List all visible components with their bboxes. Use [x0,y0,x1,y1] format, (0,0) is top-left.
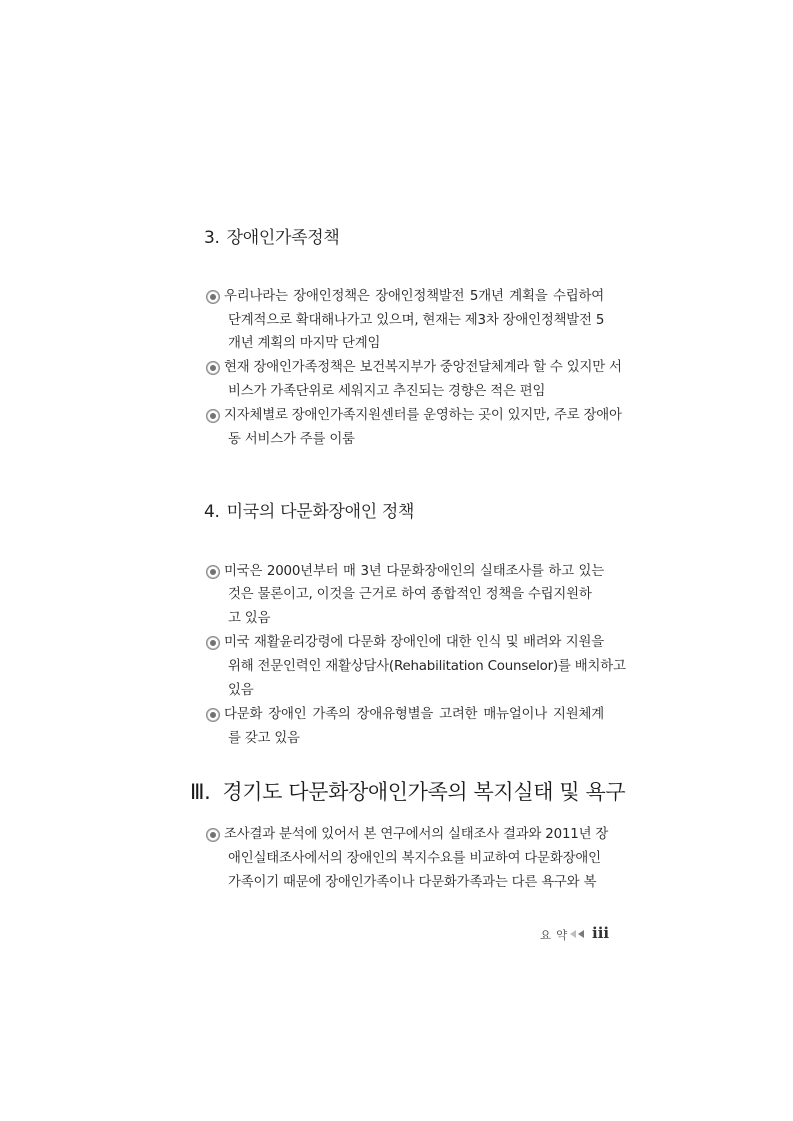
bullet-icon [206,636,220,650]
list-item-line: 조사결과 분석에 있어서 본 연구에서의 실태조사 결과와 2011년 장 [224,827,609,842]
bullet-icon [206,828,220,842]
list-item-line: 개년 계획의 마지막 단계임 [228,336,381,351]
list-item-line: 를 갖고 있음 [228,731,300,746]
list-item-line: 우리나라는 장애인정책은 장애인정책발전 5개년 계획을 수립하여 [224,289,604,304]
list-item-line: 고 있음 [228,611,271,626]
section-3-title: 장애인가족정책 [226,228,340,248]
section-3-number: 3. [204,228,220,248]
page-footer [540,924,610,945]
list-item-line: 있음 [228,683,254,698]
footer-label: 요약 [540,928,573,942]
list-item-line: 단계적으로 확대해나가고 있으며, 현재는 제3차 장애인정책발전 5 [228,313,605,328]
chapter-iii-heading [190,776,625,806]
page-number: iii [592,924,610,942]
section-4-heading [204,497,414,522]
list-item-line: 가족이기 때문에 장애인가족이나 다문화가족과는 다른 욕구와 복 [228,875,597,890]
chapter-iii-number: Ⅲ. [190,780,211,804]
bullet-icon [206,361,220,375]
chapter-iii-title: 경기도 다문화장애인가족의 복지실태 및 욕구 [222,780,626,804]
list-item-line: 미국 재활윤리강령에 다문화 장애인에 대한 인식 및 배려와 지원을 [224,635,604,650]
list-item-line: 동 서비스가 주를 이룸 [228,432,355,447]
section-3-heading [204,223,339,248]
list-item-line: 위해 전문인력인 재활상담사(Rehabilitation Counselor)를 배치하고 [228,659,626,674]
list-item-line: 미국은 2000년부터 매 3년 다문화장애인의 실태조사를 하고 있는 [224,564,604,579]
section-4-title: 미국의 다문화장애인 정책 [226,502,415,522]
list-item-line: 다문화 장애인 가족의 장애유형별을 고려한 매뉴얼이나 지원체계 [224,707,604,722]
list-item-line: 것은 물론이고, 이것을 근거로 하여 종합적인 정책을 수립지원하 [228,587,592,602]
list-item-line: 애인실태조사에서의 장애인의 복지수요를 비교하여 다문화장애인 [228,851,601,866]
list-item-line: 비스가 가족단위로 세워지고 추진되는 경향은 적은 편임 [228,384,546,399]
list-item-line: 현재 장애인가족정책은 보건복지부가 중앙전달체계라 할 수 있지만 서 [224,360,622,375]
bullet-icon [206,708,220,722]
bullet-icon [206,565,220,579]
bullet-icon [206,409,220,423]
section-4-number: 4. [204,502,220,522]
bullet-icon [206,290,220,304]
list-item-line: 지자체별로 장애인가족지원센터를 운영하는 곳이 있지만, 주로 장애아 [224,408,622,423]
